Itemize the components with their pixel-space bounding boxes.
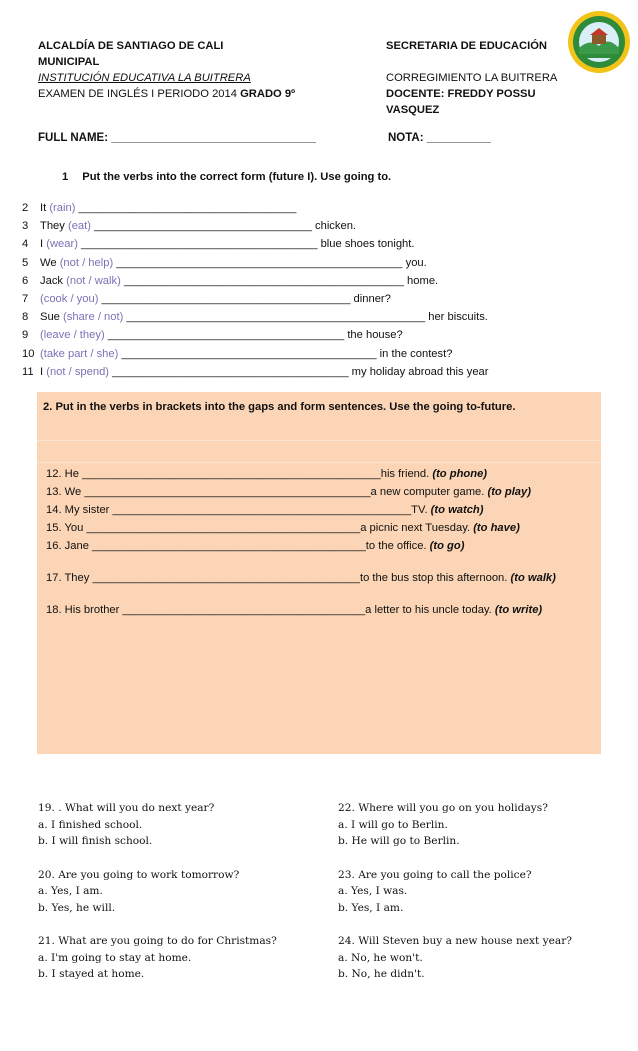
section1-exercises	[22, 199, 582, 381]
header-examen	[38, 86, 386, 118]
exercise-line[interactable]	[22, 345, 582, 363]
exercise-line[interactable]	[22, 272, 582, 290]
exercise-line[interactable]	[22, 308, 582, 326]
exercise-hint: (rain)	[49, 202, 76, 214]
section2-item[interactable]	[46, 603, 594, 617]
header-municipal: MUNICIPAL	[38, 56, 100, 68]
exercise-subject: They	[40, 220, 68, 233]
seal-rays	[568, 11, 630, 73]
quiz-right-column	[338, 800, 628, 1000]
exercise-number: 3	[22, 220, 29, 233]
section2-item[interactable]	[46, 571, 594, 585]
exercise-blank[interactable]: ______________________________________	[109, 365, 349, 378]
exercise-ending: the house?	[344, 329, 403, 342]
section2-item-cue: (to watch)	[430, 504, 484, 516]
exercise-subject: I	[40, 365, 47, 378]
exercise-blank[interactable]: ______________________________________________	[113, 256, 403, 269]
section2-item[interactable]	[46, 485, 594, 499]
header-docente: DOCENTE: FREDDY POSSU VASQUEZ	[386, 88, 536, 116]
exercise-blank[interactable]: ______________________________________	[77, 238, 318, 251]
exercise-blank[interactable]: _____________________________________________	[120, 274, 404, 287]
exercise-subject: I	[40, 238, 47, 251]
section1-title-text: Put the verbs into the correct form (future I). Use going to.	[82, 171, 392, 183]
section2-item-cue: (to go)	[429, 540, 465, 552]
exercise-number: 11	[22, 365, 34, 378]
header-corregimiento: CORREGIMIENTO LA BUITRERA	[386, 72, 558, 84]
exercise-line[interactable]	[22, 290, 582, 308]
option-b[interactable]: b. Yes, he will.	[38, 901, 116, 914]
exercise-subject: Jack	[40, 274, 67, 287]
exercise-blank[interactable]: _________________________________________	[118, 347, 377, 360]
section2-item-text: 18. His brother _______________________________________a letter to his uncle today.	[46, 604, 495, 616]
exercise-line[interactable]	[22, 235, 582, 253]
exercise-line[interactable]	[22, 326, 582, 344]
exercise-hint: (leave / they)	[40, 329, 105, 342]
option-b[interactable]: b. I will finish school.	[38, 835, 153, 847]
header-grado: GRADO 9º	[240, 88, 296, 100]
question-text: 20. Are you going to work tomorrow?	[38, 868, 240, 881]
section2-item-cue: (to phone)	[432, 468, 488, 480]
exercise-line[interactable]	[22, 254, 582, 272]
exercise-hint: (not / help)	[59, 256, 114, 269]
exercise-hint: (eat)	[67, 220, 91, 233]
section2-item-cue: (to have)	[473, 522, 520, 534]
exercise-ending: chicken.	[311, 220, 357, 233]
exercise-subject: Sue	[40, 311, 64, 324]
exercise-hint: (take part / she)	[40, 347, 119, 360]
grade-field[interactable]: NOTA: __________	[388, 132, 491, 144]
question-text: 22. Where will you go on you holidays?	[338, 802, 548, 814]
exercise-hint: (wear)	[46, 238, 78, 251]
exercise-number: 7	[22, 292, 29, 305]
option-b[interactable]: b. Yes, I am.	[338, 901, 404, 914]
option-a[interactable]: a. No, he won't.	[338, 951, 423, 964]
exercise-line[interactable]	[22, 199, 582, 217]
section2-item-text: 13. We ______________________________________________a new computer game.	[46, 486, 488, 498]
exercise-hint: (not / walk)	[66, 274, 121, 287]
exercise-subject: We	[40, 256, 60, 269]
exercise-blank[interactable]: ________________________________________________	[123, 311, 426, 324]
student-info-row	[38, 132, 491, 144]
option-a[interactable]: a. Yes, I was.	[338, 885, 408, 897]
exercise-number: 9	[22, 329, 29, 342]
quiz-question	[338, 800, 628, 850]
question-text: 24. Will Steven buy a new house next year?	[338, 935, 572, 947]
exercise-ending: her biscuits.	[425, 311, 488, 324]
section1-number: 1	[62, 171, 69, 183]
exercise-blank[interactable]: ______________________________________	[104, 329, 345, 342]
header-examen-text: EXAMEN DE INGLÉS I PERIODO 2014	[38, 88, 241, 100]
question-text: 19. . What will you do next year?	[38, 802, 215, 814]
option-b[interactable]: b. I stayed at home.	[38, 968, 145, 980]
document-header	[38, 38, 568, 118]
section2-item-cue: (to play)	[487, 486, 531, 498]
section2-item[interactable]	[46, 521, 594, 535]
exercise-ending: you.	[402, 256, 427, 269]
exercise-number: 2	[22, 202, 29, 214]
quiz-question	[338, 867, 628, 917]
exercise-hint: (share / not)	[63, 311, 124, 324]
section2-divider	[37, 440, 601, 441]
exercise-line[interactable]	[22, 363, 582, 381]
exercise-ending: my holiday abroad this year	[348, 365, 489, 378]
option-a[interactable]: a. I finished school.	[38, 818, 143, 831]
exercise-blank[interactable]: ________________________________________	[98, 292, 351, 305]
question-text: 21. What are you going to do for Christmas?	[38, 935, 277, 947]
exercise-hint: (cook / you)	[40, 292, 99, 305]
quiz-question	[38, 867, 328, 917]
exercise-subject: It	[40, 202, 50, 214]
exercise-ending: home.	[403, 274, 439, 287]
full-name-field[interactable]: FULL NAME: ________________________________	[38, 132, 316, 144]
section2-item[interactable]	[46, 467, 594, 481]
exercise-ending: blue shoes tonight.	[317, 238, 415, 251]
header-secretaria: SECRETARIA DE EDUCACIÓN	[386, 40, 547, 52]
section2-item[interactable]	[46, 539, 594, 553]
quiz-question	[38, 933, 328, 983]
header-alcaldia: ALCALDÍA DE SANTIAGO DE CALI	[38, 40, 224, 52]
quiz-question	[338, 933, 628, 983]
exercise-number: 4	[22, 238, 29, 251]
exercise-number: 5	[22, 256, 29, 269]
option-a[interactable]: a. I'm going to stay at home.	[38, 951, 192, 964]
section2-title: 2. Put in the verbs in brackets into the gaps and form sentences. Use the going to-future.	[43, 401, 516, 413]
quiz-question	[38, 800, 328, 850]
exercise-number: 6	[22, 274, 29, 287]
exercise-number: 10	[22, 347, 35, 360]
section1-title	[62, 171, 391, 183]
section2-items	[46, 467, 594, 621]
section2-divider	[37, 462, 601, 463]
exercise-blank[interactable]: ___________________________________	[75, 202, 297, 214]
exercise-line[interactable]	[22, 217, 582, 235]
option-a[interactable]: a. I will go to Berlin.	[338, 818, 448, 831]
section2-item-cue: (to walk)	[510, 572, 556, 584]
section2-item-text: 12. He ________________________________________________his friend.	[46, 468, 433, 480]
option-b[interactable]: b. No, he didn't.	[338, 968, 425, 980]
exercise-ending: dinner?	[350, 292, 391, 305]
quiz-left-column	[38, 800, 328, 1000]
section2-item-text: 15. You ____________________________________________a picnic next Tuesday.	[46, 522, 474, 534]
school-seal-logo	[566, 10, 632, 74]
section2-item-cue: (to write)	[494, 604, 543, 616]
exercise-blank[interactable]: ___________________________________	[91, 220, 312, 233]
section2-item[interactable]	[46, 503, 594, 517]
exercise-number: 8	[22, 311, 29, 324]
exercise-hint: (not / spend)	[46, 365, 110, 378]
section2-item-text: 14. My sister ________________________________________________TV.	[46, 504, 431, 516]
section2-item-text: 17. They ___________________________________________to the bus stop this afternoon.	[46, 572, 511, 584]
exercise-ending: in the contest?	[376, 347, 453, 360]
question-text: 23. Are you going to call the police?	[338, 868, 532, 881]
section2-box	[37, 392, 601, 754]
section2-item-text: 16. Jane ____________________________________________to the office.	[46, 540, 430, 552]
option-a[interactable]: a. Yes, I am.	[38, 885, 103, 897]
header-institucion: INSTITUCIÓN EDUCATIVA LA BUITRERA	[38, 72, 251, 84]
option-b[interactable]: b. He will go to Berlin.	[338, 835, 460, 847]
